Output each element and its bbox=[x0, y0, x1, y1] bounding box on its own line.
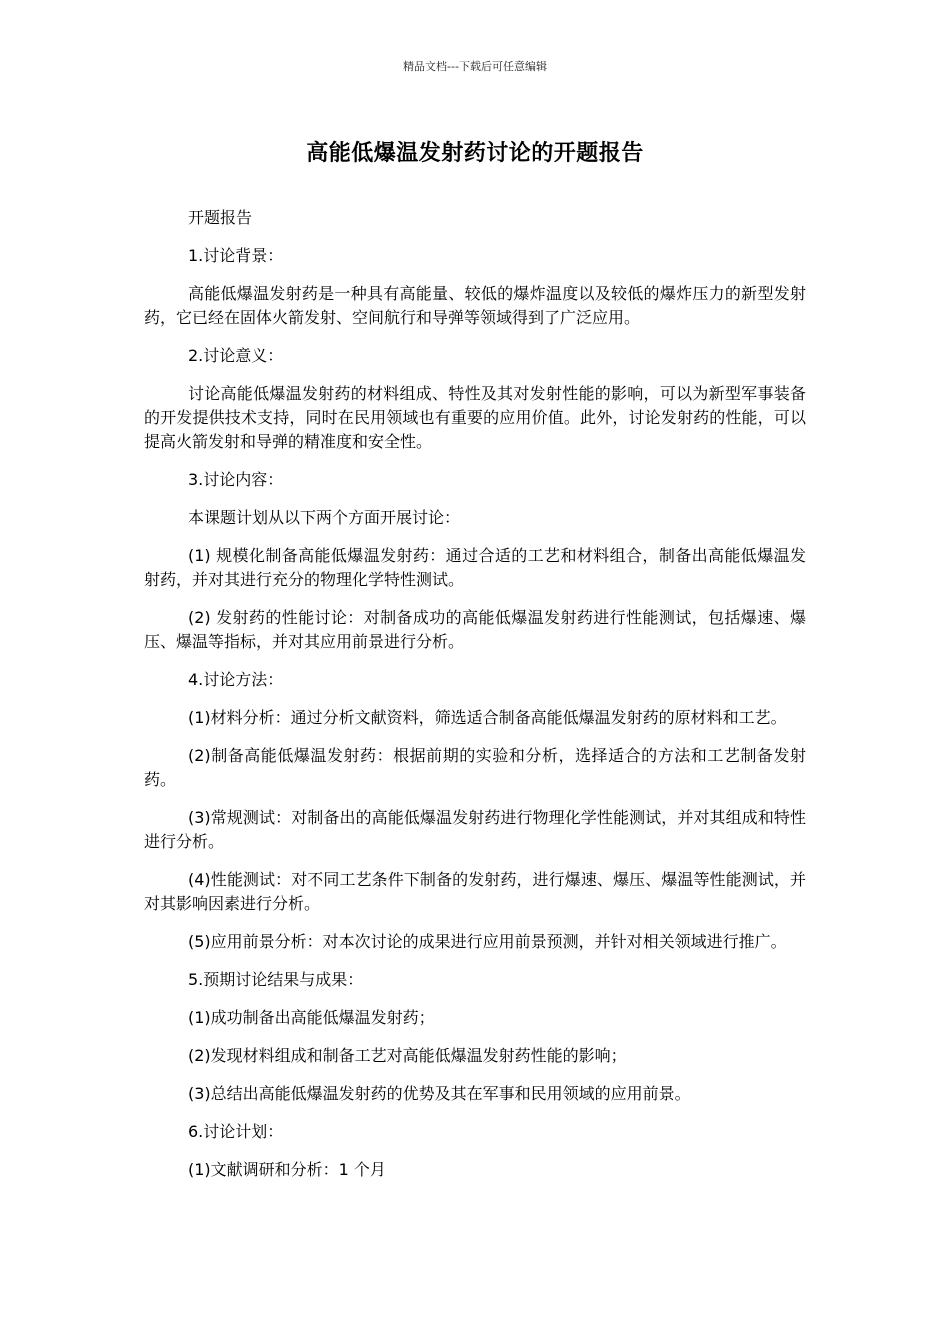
paragraph-result-3: (3)总结出高能低爆温发射药的优势及其在军事和民用领域的应用前景。 bbox=[188, 1084, 691, 1103]
paragraph-method-4: (4)性能测试：对不同工艺条件下制备的发射药，进行爆速、爆压、爆温等性能测试，并对其影响因素进行分析。 bbox=[144, 870, 806, 913]
heading-significance: 2.讨论意义： bbox=[188, 346, 284, 365]
paragraph-method-5: (5)应用前景分析：对本次讨论的成果进行应用前景预测，并针对相关领域进行推广。 bbox=[188, 932, 787, 951]
paragraph-method-3: (3)常规测试：对制备出的高能低爆温发射药进行物理化学性能测试，并对其组成和特性进行分析。 bbox=[144, 808, 806, 851]
paragraph-method-2: (2)制备高能低爆温发射药：根据前期的实验和分析，选择适合的方法和工艺制备发射药。 bbox=[144, 746, 806, 789]
heading-content: 3.讨论内容： bbox=[188, 470, 284, 489]
paragraph-significance: 讨论高能低爆温发射药的材料组成、特性及其对发射性能的影响，可以为新型军事装备的开发提供技术支持，同时在民用领域也有重要的应用价值。此外，讨论发射药的性能，可以提高火箭发射和导弹的精准度和安全性。 bbox=[144, 384, 806, 451]
header-note: 精品文档---下载后可任意编辑 bbox=[403, 60, 547, 73]
paragraph-plan-1: (1)文献调研和分析：1 个月 bbox=[188, 1160, 386, 1179]
paragraph-result-1: (1)成功制备出高能低爆温发射药； bbox=[188, 1008, 435, 1027]
paragraph-result-2: (2)发现材料组成和制备工艺对高能低爆温发射药性能的影响； bbox=[188, 1046, 627, 1065]
document-title: 高能低爆温发射药讨论的开题报告 bbox=[306, 141, 644, 166]
heading-plan: 6.讨论计划： bbox=[188, 1122, 284, 1141]
heading-expected-results: 5.预期讨论结果与成果： bbox=[188, 970, 364, 989]
document-body bbox=[144, 206, 806, 1196]
heading-methods: 4.讨论方法： bbox=[188, 670, 284, 689]
paragraph-content-intro: 本课题计划从以下两个方面开展讨论： bbox=[188, 508, 461, 527]
paragraph-content-item-1: (1) 规模化制备高能低爆温发射药：通过合适的工艺和材料组合，制备出高能低爆温发射药，并对其进行充分的物理化学特性测试。 bbox=[144, 546, 806, 589]
paragraph-content-item-2: (2) 发射药的性能讨论：对制备成功的高能低爆温发射药进行性能测试，包括爆速、爆压、爆温等指标，并对其应用前景进行分析。 bbox=[144, 608, 806, 651]
paragraph-method-1: (1)材料分析：通过分析文献资料，筛选适合制备高能低爆温发射药的原材料和工艺。 bbox=[188, 708, 787, 727]
heading-background: 1.讨论背景： bbox=[188, 246, 284, 265]
paragraph-background: 高能低爆温发射药是一种具有高能量、较低的爆炸温度以及较低的爆炸压力的新型发射药，它已经在固体火箭发射、空间航行和导弹等领域得到了广泛应用。 bbox=[144, 284, 806, 327]
paragraph-report-label: 开题报告 bbox=[188, 208, 253, 227]
